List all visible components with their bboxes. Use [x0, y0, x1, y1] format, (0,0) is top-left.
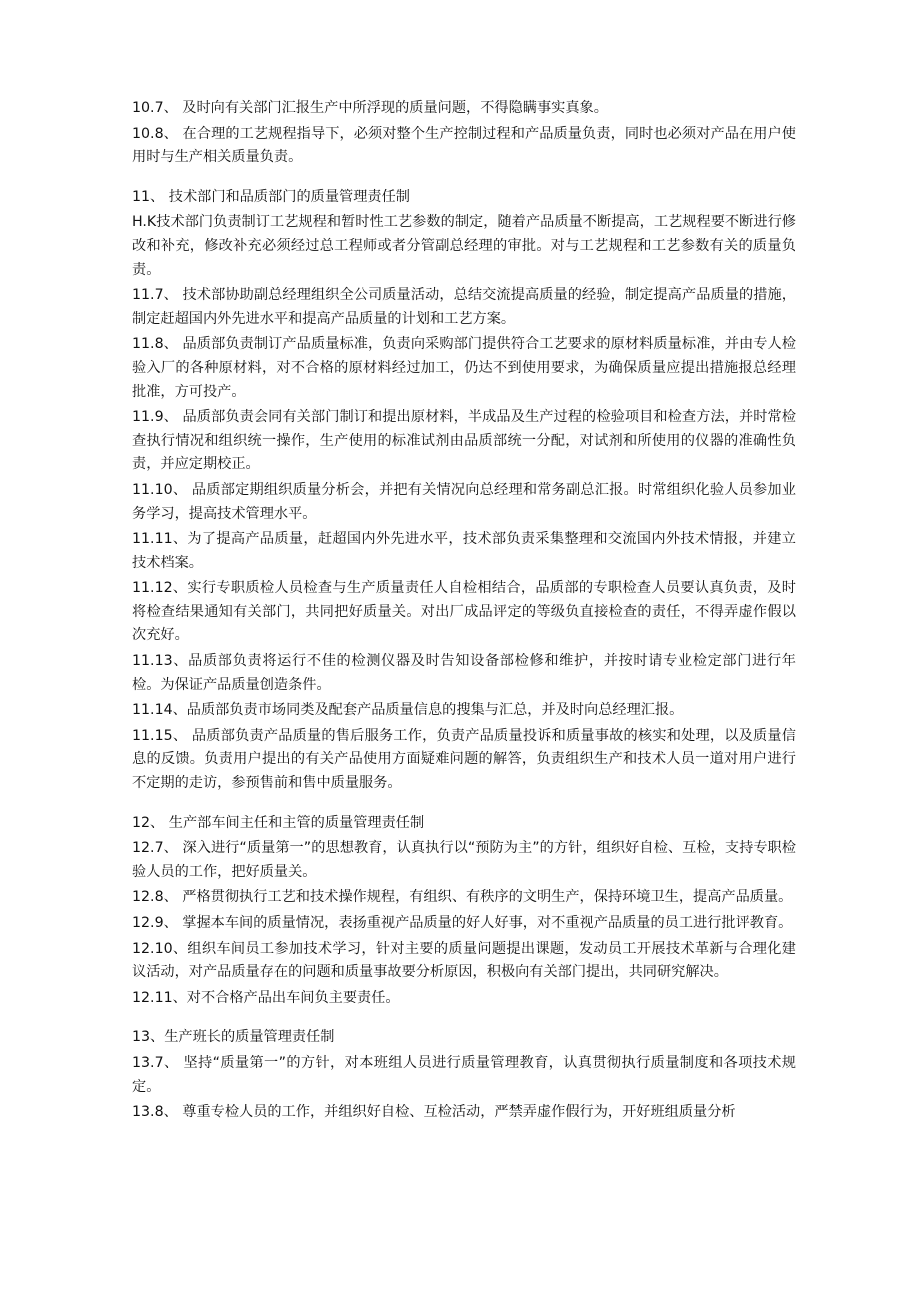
- section-gap: [132, 172, 796, 186]
- section-gap: [132, 1012, 796, 1026]
- paragraph: 11.7、 技术部协助副总经理组织全公司质量活动，总结交流提高质量的经验，制定提高产品质量的措施，制定赶超国内外先进水平和提高产品质量的计划和工艺方案。: [132, 287, 796, 327]
- paragraph: 12.11、对不合格产品出车间负主要责任。: [132, 989, 400, 1006]
- paragraph: 13.7、 坚持“质量第一”的方针，对本班组人员进行质量管理教育，认真贯彻执行质量制度和各项技术规定。: [132, 1054, 796, 1095]
- paragraph: 11.9、 品质部负责会同有关部门制订和提出原材料，半成品及生产过程的检验项目和检查方法，并时常检查执行情况和组织统一操作，生产使用的标准试剂由品质部统一分配，对试剂和所使用的仪器的准确性负责，并应定期校正。: [132, 409, 796, 473]
- paragraph: 11.15、 品质部负责产品质量的售后服务工作，负责产品质量投诉和质量事故的核实和处理，以及质量信息的反馈。负责用户提出的有关产品使用方面疑难问题的解答，负责组织生产和技术人员一道对用户进行不定期的走访，参预售前和售中质量服务。: [132, 727, 796, 792]
- paragraph: 11.11、为了提高产品质量，赶超国内外先进水平，技术部负责采集整理和交流国内外技术情报，并建立技术档案。: [132, 531, 796, 571]
- paragraph: 12.9、 掌握本车间的质量情况，表扬重视产品质量的好人好事，对不重视产品质量的员工进行批评教育。: [132, 915, 793, 931]
- paragraph: 11.13、品质部负责将运行不佳的检测仪器及时告知设备部检修和维护，并按时请专业检定部门进行年检。为保证产品质量创造条件。: [132, 653, 796, 693]
- paragraph: 12.8、 严格贯彻执行工艺和技术操作规程，有组织、有秩序的文明生产，保持环境卫生，提高产品质量。: [132, 889, 793, 906]
- paragraph: 13.8、 尊重专检人员的工作，并组织好自检、互检活动，严禁弄虚作假行为，开好班组质量分析: [132, 1104, 736, 1121]
- paragraph: 10.8、 在合理的工艺规程指导下，必须对整个生产控制过程和产品质量负责，同时也必须对产品在用户使用时与生产相关质量负责。: [132, 125, 796, 166]
- paragraph: 11.10、 品质部定期组织质量分析会，并把有关情况向总经理和常务副总汇报。时常组织化验人员参加业务学习，提高技术管理水平。: [132, 481, 796, 522]
- document-page: [132, 97, 796, 1127]
- paragraph: 11.8、 品质部负责制订产品质量标准，负责向采购部门提供符合工艺要求的原材料质量标准，并由专人检验入厂的各种原材料，对不合格的原材料经过加工，仍达不到使用要求，为确保质量应提出措施报总经理批准，方可投产。: [132, 336, 796, 400]
- paragraph: 10.7、 及时向有关部门汇报生产中所浮现的质量问题，不得隐瞒事实真象。: [132, 100, 608, 116]
- paragraph: 12.7、 深入进行“质量第一”的思想教育，认真执行以“预防为主”的方针，组织好自检、互检，支持专职检验人员的工作，把好质量关。: [132, 840, 796, 880]
- section-heading: 11、 技术部门和品质部门的质量管理责任制: [132, 188, 410, 205]
- paragraph: 11.12、实行专职质检人员检查与生产质量责任人自检相结合，品质部的专职检查人员要认真负责，及时将检查结果通知有关部门，共同把好质量关。对出厂成品评定的等级负直接检查的责任，不得弄虚作假以次充好。: [132, 580, 796, 644]
- section-gap: [132, 798, 796, 812]
- section-heading: 13、生产班长的质量管理责任制: [132, 1029, 335, 1046]
- paragraph: 11.14、品质部负责市场同类及配套产品质量信息的搜集与汇总，并及时向总经理汇报。: [132, 702, 684, 719]
- paragraph: 12.10、组织车间员工参加技术学习，针对主要的质量问题提出课题，发动员工开展技术革新与合理化建议活动，对产品质量存在的问题和质量事故要分析原因，积极向有关部门提出，共同研究解决。: [132, 940, 796, 981]
- paragraph: H.K技术部门负责制订工艺规程和暂时性工艺参数的制定，随着产品质量不断提高，工艺规程要不断进行修改和补充，修改补充必须经过总工程师或者分管副总经理的审批。对与工艺规程和工艺参数有关的质量负责。: [132, 214, 796, 278]
- section-heading: 12、 生产部车间主任和主管的质量管理责任制: [132, 814, 425, 831]
